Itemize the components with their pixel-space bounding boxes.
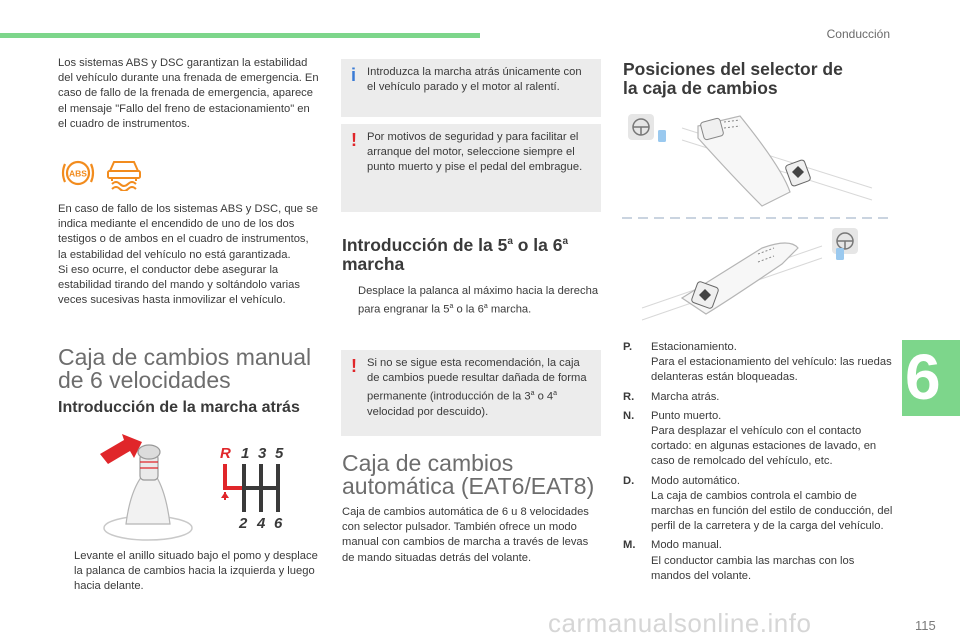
gear-label-r: R: [220, 445, 231, 462]
position-m: M. Modo manual. El conductor cambia las marchas con los mandos del volante.: [623, 539, 855, 582]
info-icon: i: [351, 65, 357, 85]
chapter-number: 6: [905, 341, 941, 413]
reverse-gear-instruction: Levante el anillo situado bajo el pomo y desplace la palanca de cambios hacia la izquierda y luego hacia delante.: [74, 550, 318, 593]
warning-icon: !: [351, 130, 357, 150]
header-accent-bar: [0, 33, 480, 38]
gear-label-6: 6: [274, 515, 283, 532]
gear-lever-illustration: [90, 432, 200, 542]
fifth-sixth-gear-instruction: Desplace la palanca al máximo hacia la derecha para engranar la 5$^a$ o la 6$^a$ marcha.: [358, 285, 599, 316]
dsc-warning-icon: [108, 162, 140, 191]
abs-dsc-paragraph: Los sistemas ABS y DSC garantizan la estabilidad del vehículo durante una frenada de emergencia. En caso de fallo de la frenada de emergencia, aparece el mensaje "Fallo del freno de estacionamiento" en el cuadro de instrumentos.: [58, 57, 319, 130]
warning-icon: !: [351, 356, 357, 376]
gear-label-1: 1: [241, 445, 250, 462]
selector-positions-list: [623, 340, 895, 584]
gear-label-5: 5: [275, 445, 284, 462]
gearbox-damage-warning-note: ! Si no se sigue esta recomendación, la caja de cambios puede resultar dañada de forma permanente (introducción de la 3$^a$ o 4$^a$ velocidad por descuido).: [341, 350, 601, 436]
svg-text:ABS: ABS: [69, 168, 87, 179]
abs-warning-icon: [63, 162, 93, 184]
watermark: carmanualsonline.info: [548, 608, 812, 638]
position-p: P. Estacionamiento. Para el estacionamiento del vehículo: las ruedas delanteras están bloqueadas.: [623, 341, 892, 384]
steering-wheel-icon: [628, 114, 666, 142]
warning-icons: [60, 155, 144, 191]
reverse-gear-title: Introducción de la marcha atrás: [58, 399, 300, 416]
gear-selector-illustration: [622, 108, 888, 328]
gear-label-2: 2: [239, 515, 248, 532]
gear-label-3: 3: [258, 445, 267, 462]
gear-label-4: 4: [257, 515, 266, 532]
manual-gearbox-title: Caja de cambios manual de 6 velocidades: [58, 344, 312, 393]
automatic-gearbox-paragraph: Caja de cambios automática de 6 u 8 velocidades con selector pulsador. También ofrece un modo manual con cambios de marcha a través de levas de mando situadas detrás del volante.: [342, 506, 589, 564]
position-n: N. Punto muerto. Para desplazar el vehículo con el contacto cortado: en algunas estaciones de lavado, en caso de remolcado del vehículo, etc.: [623, 409, 877, 468]
position-r: R. Marcha atrás.: [623, 390, 720, 403]
gear-shift-pattern: [214, 442, 294, 532]
page-number: 115: [915, 618, 936, 633]
selector-positions-title: Posiciones del selector de la caja de cambios: [623, 59, 843, 98]
safety-warning-note: ! Por motivos de seguridad y para facilitar el arranque del motor, seleccione siempre el punto muerto y pise el pedal del embrague.: [341, 124, 601, 212]
abs-dsc-failure-paragraph: En caso de fallo de los sistemas ABS y DSC, que se indica mediante el encendido de uno de los dos testigos o de ambos en el cuadro de instrumentos, la estabilidad del vehículo no está garantizada. Si eso ocurre, el conductor debe asegurar la estabilidad tirando del mando y soltándolo varias veces sucesivas hasta inmovilizar el vehículo.: [58, 203, 318, 307]
automatic-gearbox-title: Caja de cambios automática (EAT6/EAT8): [342, 450, 595, 499]
fifth-sixth-gear-title: Introducción de la 5$^a$ o la 6$^a$ marcha: [342, 234, 569, 274]
info-note: i Introduzca la marcha atrás únicamente con el vehículo parado y el motor al ralentí.: [341, 59, 601, 117]
position-d: D. Modo automático. La caja de cambios controla el cambio de marchas en función del estilo de conducción, del perfil de la carretera y de la carga del vehículo.: [623, 474, 893, 533]
section-title: Conducción: [826, 27, 890, 41]
